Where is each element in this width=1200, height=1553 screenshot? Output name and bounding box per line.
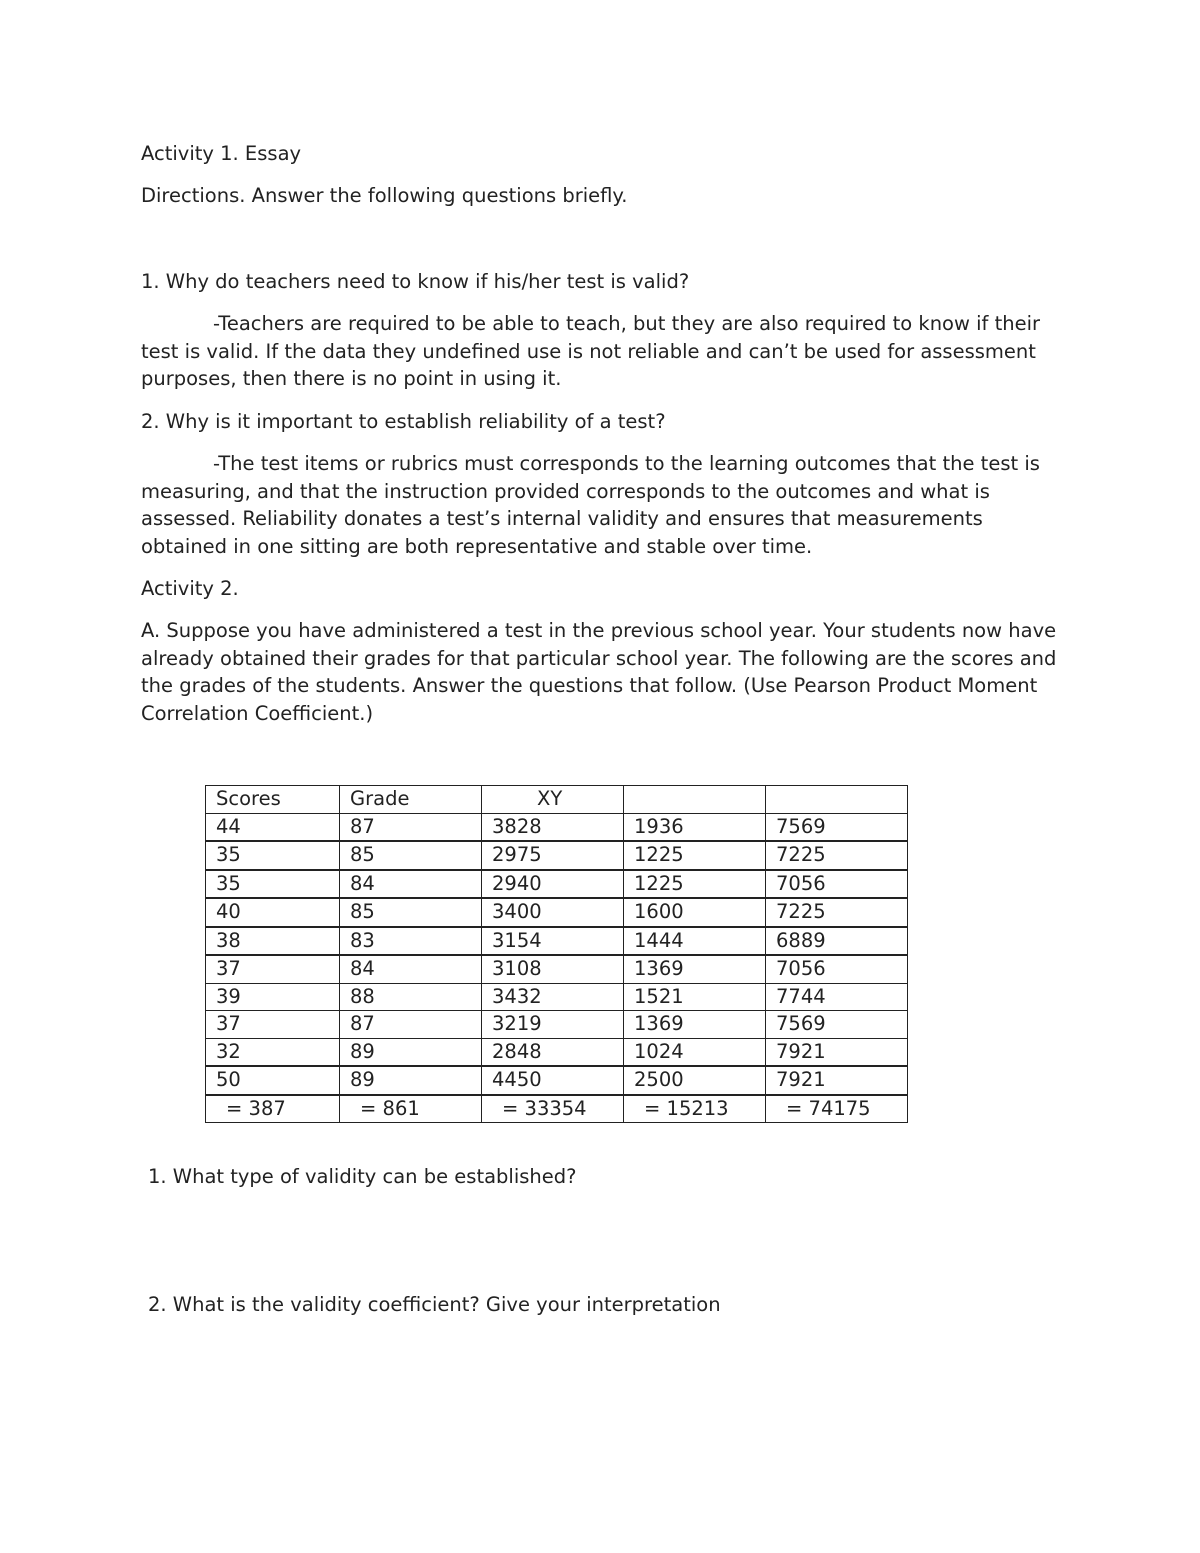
- table-cell: 32: [206, 1038, 340, 1066]
- table-cell: 7225: [766, 841, 908, 870]
- table-cell: 3154: [482, 927, 624, 956]
- table-cell: 3432: [482, 983, 624, 1011]
- total-cell: = 387: [206, 1095, 340, 1123]
- answer-1: -Teachers are required to be able to teach, but they are also required to know if their test is valid. If the data they undefined use is not reliable and can’t be used for assessment purposes, then there is no point in using it.: [141, 312, 1041, 390]
- table-cell: 3828: [482, 813, 624, 841]
- table-cell: 3400: [482, 898, 624, 927]
- table-cell: 1444: [624, 927, 766, 956]
- table-cell: 2975: [482, 841, 624, 870]
- table-cell: 4450: [482, 1066, 624, 1095]
- activity2-title: Activity 2.: [141, 577, 239, 600]
- table-cell: 1936: [624, 813, 766, 841]
- table-cell: 38: [206, 927, 340, 956]
- table-cell: 85: [340, 841, 482, 870]
- table-cell: 7569: [766, 813, 908, 841]
- table-cell: 3219: [482, 1011, 624, 1039]
- table-cell: 37: [206, 955, 340, 983]
- table-cell: 87: [340, 1011, 482, 1039]
- activity2-question-1: 1. What type of validity can be established?: [148, 1165, 577, 1188]
- total-cell: = 33354: [482, 1095, 624, 1123]
- activity2-intro: A. Suppose you have administered a test in the previous school year. Your students now have already obtained their grades for that particular school year. The following are the scores and the grades of the students. Answer the questions that follow. (Use Pearson Product Moment Correlation Coefficient.): [141, 619, 1057, 725]
- table-cell: 2500: [624, 1066, 766, 1095]
- table-cell: 1225: [624, 870, 766, 899]
- question-1: 1. Why do teachers need to know if his/her test is valid?: [141, 270, 690, 293]
- header-cell: Scores: [206, 786, 340, 814]
- table-cell: 87: [340, 813, 482, 841]
- table-cell: 1369: [624, 1011, 766, 1039]
- table-cell: 89: [340, 1038, 482, 1066]
- table-cell: 1024: [624, 1038, 766, 1066]
- answer-2: -The test items or rubrics must corresponds to the learning outcomes that the test is measuring, and that the instruction provided corresponds to the outcomes and what is assessed. Reliability donates a test’s internal validity and ensures that measurements obtained in one sitting are both representative and stable over time.: [141, 452, 1040, 558]
- table-cell: 2940: [482, 870, 624, 899]
- table-row: [206, 1038, 908, 1066]
- table-cell: 6889: [766, 927, 908, 956]
- table-cell: 3108: [482, 955, 624, 983]
- table-cell: 1369: [624, 955, 766, 983]
- total-cell: = 15213: [624, 1095, 766, 1123]
- header-cell: XY: [482, 786, 624, 814]
- total-cell: = 74175: [766, 1095, 908, 1123]
- total-cell: = 861: [340, 1095, 482, 1123]
- table-cell: 50: [206, 1066, 340, 1095]
- table-totals-row: [206, 1095, 908, 1123]
- table-cell: 84: [340, 870, 482, 899]
- table-cell: 7569: [766, 1011, 908, 1039]
- table-cell: 1600: [624, 898, 766, 927]
- table-cell: 84: [340, 955, 482, 983]
- activity2-question-2: 2. What is the validity coefficient? Give your interpretation: [148, 1293, 721, 1316]
- table-row: [206, 927, 908, 956]
- table-row: [206, 870, 908, 899]
- header-cell: [624, 786, 766, 814]
- table-cell: 39: [206, 983, 340, 1011]
- table-cell: 89: [340, 1066, 482, 1095]
- table-header-row: [206, 786, 908, 814]
- table-row: [206, 841, 908, 870]
- question-2: 2. Why is it important to establish reliability of a test?: [141, 410, 666, 433]
- table-cell: 88: [340, 983, 482, 1011]
- table-row: [206, 1066, 908, 1095]
- table-cell: 1521: [624, 983, 766, 1011]
- table-cell: 1225: [624, 841, 766, 870]
- table-cell: 35: [206, 870, 340, 899]
- table-cell: 7744: [766, 983, 908, 1011]
- table-row: [206, 898, 908, 927]
- activity1-title: Activity 1. Essay: [141, 142, 302, 165]
- table-cell: 7056: [766, 955, 908, 983]
- table-cell: 2848: [482, 1038, 624, 1066]
- table-row: [206, 983, 908, 1011]
- table-cell: 40: [206, 898, 340, 927]
- table-row: [206, 813, 908, 841]
- table-cell: 7056: [766, 870, 908, 899]
- header-cell: Grade: [340, 786, 482, 814]
- table-cell: 7921: [766, 1066, 908, 1095]
- header-cell: [766, 786, 908, 814]
- table-row: [206, 1011, 908, 1039]
- table-cell: 7921: [766, 1038, 908, 1066]
- table-cell: 7225: [766, 898, 908, 927]
- table-cell: 35: [206, 841, 340, 870]
- scores-grades-table: [205, 785, 908, 1123]
- activity1-directions: Directions. Answer the following questions briefly.: [141, 184, 628, 207]
- table-cell: 83: [340, 927, 482, 956]
- table-row: [206, 955, 908, 983]
- table-cell: 44: [206, 813, 340, 841]
- table-cell: 85: [340, 898, 482, 927]
- table-cell: 37: [206, 1011, 340, 1039]
